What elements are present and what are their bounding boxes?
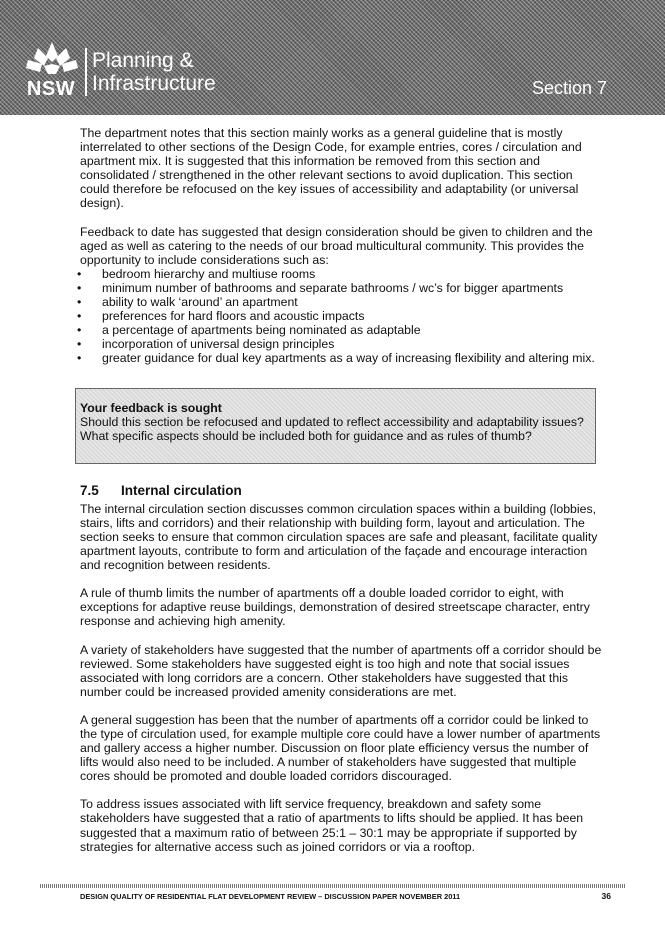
page-content xyxy=(80,126,602,868)
list-item: • preferences for hard floors and acoustic impacts xyxy=(80,309,602,323)
section-number: 7.5 xyxy=(80,482,99,498)
list-item: • ability to walk ‘around’ an apartment xyxy=(80,295,602,309)
section-paragraph: A variety of stakeholders have suggested that the number of apartments off a corridor should be reviewed. Some stakeholders have suggested eight is too high and note that social issues associated with long corridors are a concern. Other stakeholders have suggested that this number could be increased provided amenity considerations are met. xyxy=(80,642,602,699)
intro-paragraph: The department notes that this section mainly works as a general guideline that is mostly interrelated to other sections of the Design Code, for example entries, cores / circulation and apartment mix. It is suggested that this information be removed from this section and consolidated / strengthened in the other relevant sections to avoid duplication. This section could therefore be refocused on the key issues of accessibility and adaptability (or universal design). xyxy=(80,126,582,211)
list-item: • greater guidance for dual key apartments as a way of increasing flexibility and altering mix. xyxy=(80,351,602,365)
section-paragraph: To address issues associated with lift service frequency, breakdown and safety some stakeholders have suggested that a ratio of apartments to lifts should be applied. It has been suggested that a maximum ratio of between 25:1 – 30:1 may be appropriate if supported by strategies for alternative access such as joined corridors or via a rooftop. xyxy=(80,797,584,854)
list-item: • a percentage of apartments being nominated as adaptable xyxy=(80,323,602,337)
section-label: Section 7 xyxy=(531,78,607,98)
footer-title: DESIGN QUALITY OF RESIDENTIAL FLAT DEVELOPMENT REVIEW – DISCUSSION PAPER NOVEMBER 2011 xyxy=(80,892,461,901)
feedback-box xyxy=(75,388,596,464)
footer-rule xyxy=(40,884,625,888)
brand-line-1: Planning & xyxy=(92,49,194,72)
list-item: • incorporation of universal design principles xyxy=(80,337,602,351)
list-item: • minimum number of bathrooms and separate bathrooms / wc’s for bigger apartments xyxy=(80,281,602,295)
header-divider xyxy=(85,48,87,96)
considerations-list xyxy=(80,267,602,366)
section-paragraph: The internal circulation section discusses common circulation spaces within a building (lobbies, stairs, lifts and corridors) and their relationship with building form, layout and articulation. The section seeks to ensure that common circulation spaces are safe and pleasant, facilitate quality apartment layouts, contribute to form and articulation of the façade and encourage interaction and recognition between residents. xyxy=(80,501,598,573)
section-paragraph: A general suggestion has been that the number of apartments off a corridor could be linked to the type of circulation used, for example multiple core could have a lower number of apartments and gallery access a higher number. Discussion on floor plate efficiency versus the number of lifts would also need to be included. A number of stakeholders have suggested that multiple cores should be promoted and double loaded corridors discouraged. xyxy=(80,712,601,784)
feedback-question: Should this section be refocused and updated to reflect accessibility and adaptability issues? What specific aspects should be included both for guidance and as rules of thumb? xyxy=(80,414,584,443)
feedback-title: Your feedback is sought xyxy=(80,400,222,415)
logo-text: NSW xyxy=(26,78,76,100)
section-title: Internal circulation xyxy=(121,482,242,498)
waratah-icon xyxy=(22,40,82,80)
feedback-paragraph: Feedback to date has suggested that design consideration should be given to children and the aged as well as catering to the needs of our broad multicultural community. This provides the opportunity to include considerations such as: xyxy=(80,224,593,267)
page-header xyxy=(0,0,665,115)
section-heading xyxy=(80,482,602,500)
brand-line-2: Infrastructure xyxy=(92,72,216,95)
nsw-waratah-logo xyxy=(22,40,82,102)
brand-name xyxy=(92,49,216,95)
list-item: • bedroom hierarchy and multiuse rooms xyxy=(80,267,602,281)
page-number: 36 xyxy=(601,891,611,901)
section-paragraph: A rule of thumb limits the number of apartments off a double loaded corridor to eight, with exceptions for adaptive reuse buildings, demonstration of desired streetscape character, entry response and achieving high amenity. xyxy=(80,586,590,629)
